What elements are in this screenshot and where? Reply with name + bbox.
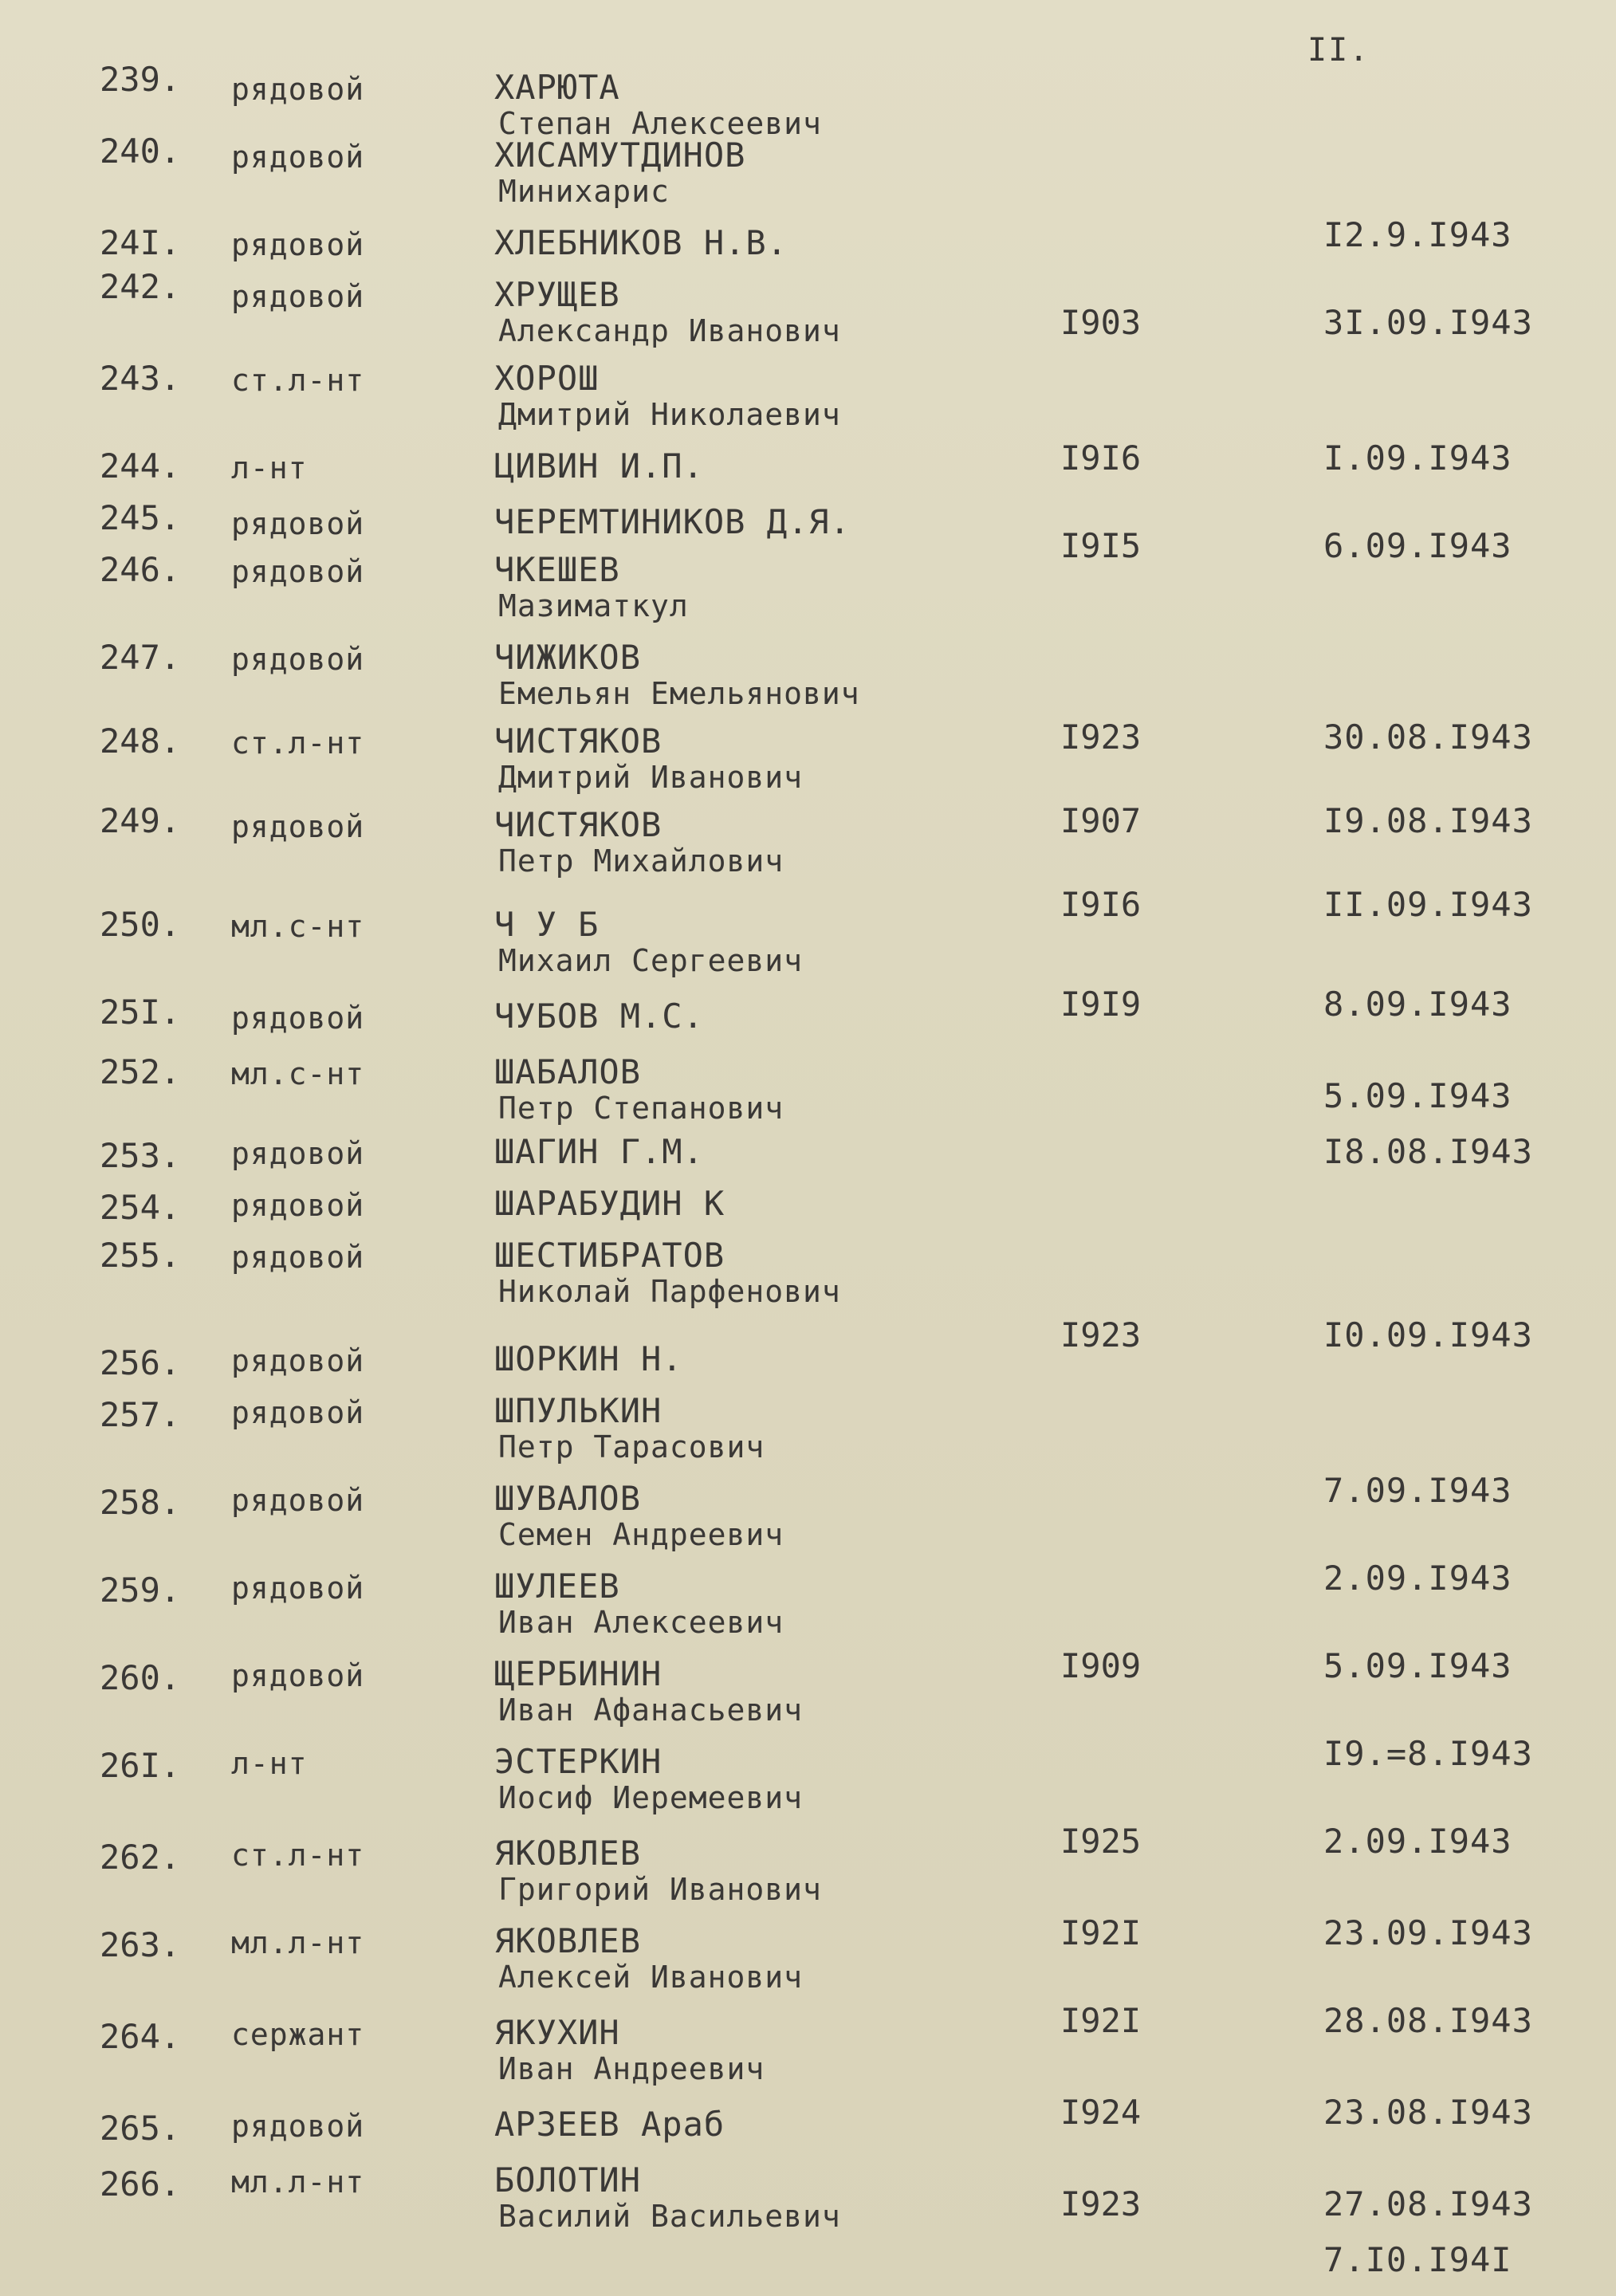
entry-given-name: Дмитрий Николаевич <box>498 397 841 432</box>
entry-rank: рядовой <box>231 1343 365 1378</box>
entry-number: 239. <box>100 60 181 99</box>
entry-number: 244. <box>100 446 181 486</box>
entry-number: 263. <box>100 1925 181 1964</box>
entry-rank: мл.с-нт <box>231 1056 365 1091</box>
entry-surname: ЯКОВЛЕВ <box>494 1921 642 1960</box>
entry-birth-year: I9I6 <box>1060 438 1142 478</box>
entry-surname: ХОРОШ <box>494 359 600 398</box>
entry-surname: ШАРАБУДИН К <box>494 1184 725 1223</box>
entry-date: 5.09.I943 <box>1323 1646 1512 1685</box>
entry-surname: ЧИСТЯКОВ <box>494 721 663 761</box>
entry-rank: рядовой <box>231 1483 365 1518</box>
entry-rank: мл.л-нт <box>231 2164 365 2200</box>
entry-rank: мл.л-нт <box>231 1925 365 1960</box>
entry-given-name: Иван Алексеевич <box>498 1605 784 1640</box>
entry-rank: л-нт <box>231 450 308 486</box>
page-number: II. <box>1307 32 1370 69</box>
list-item <box>0 550 1616 623</box>
entry-date: 3I.09.I943 <box>1323 303 1533 342</box>
entry-date: 7.09.I943 <box>1323 1471 1512 1510</box>
entry-birth-year: I92I <box>1060 2001 1142 2040</box>
entry-number: 26I. <box>100 1746 181 1785</box>
entry-surname: ХЛЕБНИКОВ Н.В. <box>494 223 788 262</box>
list-item <box>0 801 1616 924</box>
entry-rank: ст.л-нт <box>231 363 365 398</box>
entry-rank: рядовой <box>231 227 365 262</box>
list-item <box>0 60 1616 141</box>
entry-given-name: Дмитрий Иванович <box>498 760 804 795</box>
entry-given-name: Мазиматкул <box>498 588 689 623</box>
entry-surname: ЦИВИН И.П. <box>494 446 704 486</box>
entry-surname: ХРУЩЕВ <box>494 275 620 314</box>
entry-date: 2.09.I943 <box>1323 1559 1512 1598</box>
entry-surname: ШЕСТИБРАТОВ <box>494 1236 725 1275</box>
entry-number: 25I. <box>100 993 181 1032</box>
entry-surname: ЧИЖИКОВ <box>494 638 642 677</box>
entry-birth-year: I909 <box>1060 1646 1142 1685</box>
entry-surname: ЧЕРЕМТИНИКОВ Д.Я. <box>494 502 851 541</box>
entry-given-name: Иван Афанасьевич <box>498 1693 804 1728</box>
entry-surname: ШУВАЛОВ <box>494 1479 642 1518</box>
entry-number: 253. <box>100 1136 181 1175</box>
entry-surname: ЧИСТЯКОВ <box>494 805 663 844</box>
entry-number: 245. <box>100 498 181 537</box>
entry-given-name: Иосиф Иеремеевич <box>498 1780 804 1815</box>
entry-surname: БОЛОТИН <box>494 2160 642 2200</box>
entry-surname: ХАРЮТА <box>494 68 620 107</box>
entry-rank: л-нт <box>231 1746 308 1781</box>
entry-rank: ст.л-нт <box>231 725 365 761</box>
entry-number: 254. <box>100 1188 181 1227</box>
entry-date: 5.09.I943 <box>1323 1076 1512 1115</box>
entry-birth-year: I923 <box>1060 1315 1142 1354</box>
entry-surname: ЭСТЕРКИН <box>494 1742 663 1781</box>
entry-rank: рядовой <box>231 642 365 677</box>
entry-birth-year: I924 <box>1060 2093 1142 2132</box>
entry-surname: АРЗЕЕВ Араб <box>494 2105 725 2144</box>
entry-rank: рядовой <box>231 1395 365 1430</box>
entry-date: I8.08.I943 <box>1323 1132 1533 1171</box>
entry-given-name: Петр Михайлович <box>498 843 784 879</box>
entry-number: 266. <box>100 2164 181 2204</box>
entry-given-name: Николай Парфенович <box>498 1274 841 1309</box>
entry-birth-year: I92I <box>1060 1913 1142 1952</box>
entry-number: 257. <box>100 1395 181 1434</box>
entry-number: 247. <box>100 638 181 677</box>
entry-birth-year: I9I9 <box>1060 985 1142 1024</box>
entry-rank: рядовой <box>231 1571 365 1606</box>
entry-number: 262. <box>100 1838 181 1877</box>
entry-rank: рядовой <box>231 72 365 107</box>
list-item <box>0 1184 1616 1232</box>
entry-surname: ЯКУХИН <box>494 2013 620 2052</box>
entry-rank: рядовой <box>231 1658 365 1693</box>
entry-number: 248. <box>100 721 181 761</box>
entry-given-name: Петр Тарасович <box>498 1429 765 1464</box>
entry-number: 259. <box>100 1571 181 1610</box>
entry-number: 256. <box>100 1343 181 1382</box>
entry-given-name: Михаил Сергеевич <box>498 943 804 978</box>
entry-number: 246. <box>100 550 181 589</box>
entry-rank: рядовой <box>231 2109 365 2144</box>
entry-surname: ЯКОВЛЕВ <box>494 1834 642 1873</box>
entry-date: 2.09.I943 <box>1323 1822 1512 1861</box>
entry-date: 30.08.I943 <box>1323 718 1533 757</box>
entry-date: 6.09.I943 <box>1323 526 1512 565</box>
entry-date: 23.08.I943 <box>1323 2093 1533 2132</box>
entry-given-name: Александр Иванович <box>498 313 841 348</box>
entry-given-name: Петр Степанович <box>498 1091 784 1126</box>
entry-surname: Ч У Б <box>494 905 600 944</box>
entry-number: 250. <box>100 905 181 944</box>
entry-rank: ст.л-нт <box>231 1838 365 1873</box>
list-item <box>0 498 1616 550</box>
entry-given-name: Иван Андреевич <box>498 2051 765 2086</box>
entry-rank: сержант <box>231 2017 365 2052</box>
entry-birth-year: I923 <box>1060 718 1142 757</box>
entry-rank: рядовой <box>231 279 365 314</box>
entry-surname: ШАБАЛОВ <box>494 1052 642 1091</box>
entry-number: 240. <box>100 132 181 171</box>
entry-number: 243. <box>100 359 181 398</box>
entry-date: 23.09.I943 <box>1323 1913 1533 1952</box>
entry-surname: ШУЛЕЕВ <box>494 1567 620 1606</box>
entry-number: 258. <box>100 1483 181 1522</box>
entry-date: I.09.I943 <box>1323 438 1512 478</box>
list-item <box>0 1339 1616 1387</box>
entry-surname: ЧКЕШЕВ <box>494 550 620 589</box>
entry-date: 7.I0.I94I <box>1323 2240 1512 2279</box>
entry-date: 28.08.I943 <box>1323 2001 1533 2040</box>
entry-rank: рядовой <box>231 140 365 175</box>
entry-number: 24I. <box>100 223 181 262</box>
entry-given-name: Григорий Иванович <box>498 1872 822 1907</box>
entry-given-name: Минихарис <box>498 174 670 209</box>
entry-surname: ЩЕРБИНИН <box>494 1654 663 1693</box>
entry-rank: рядовой <box>231 506 365 541</box>
entry-surname: ЧУБОВ М.С. <box>494 997 704 1036</box>
entry-rank: рядовой <box>231 1240 365 1275</box>
entry-date: I2.9.I943 <box>1323 215 1512 254</box>
entry-number: 264. <box>100 2017 181 2056</box>
entry-date: II.09.I943 <box>1323 885 1533 924</box>
entry-number: 242. <box>100 267 181 306</box>
entry-date: I0.09.I943 <box>1323 1315 1533 1354</box>
entry-number: 249. <box>100 801 181 840</box>
entry-number: 252. <box>100 1052 181 1091</box>
list-item <box>0 2160 1616 2279</box>
entry-birth-year: I907 <box>1060 801 1142 840</box>
entry-date: I9.=8.I943 <box>1323 1734 1533 1773</box>
entry-number: 260. <box>100 1658 181 1697</box>
entry-surname: ХИСАМУТДИНОВ <box>494 136 746 175</box>
entry-surname: ШАГИН Г.М. <box>494 1132 704 1171</box>
entry-rank: рядовой <box>231 1188 365 1223</box>
entry-given-name: Алексей Иванович <box>498 1960 804 1995</box>
entry-rank: рядовой <box>231 554 365 589</box>
entry-surname: ШПУЛЬКИН <box>494 1391 663 1430</box>
entry-rank: рядовой <box>231 809 365 844</box>
entry-date: 27.08.I943 <box>1323 2184 1533 2223</box>
entry-given-name: Степан Алексеевич <box>498 106 822 141</box>
entry-rank: мл.с-нт <box>231 909 365 944</box>
entry-birth-year: I903 <box>1060 303 1142 342</box>
entry-birth-year: I925 <box>1060 1822 1142 1861</box>
entry-given-name: Семен Андреевич <box>498 1517 784 1552</box>
entry-rank: рядовой <box>231 1136 365 1171</box>
entry-number: 255. <box>100 1236 181 1275</box>
list-item <box>0 1132 1616 1180</box>
entry-date: 8.09.I943 <box>1323 985 1512 1024</box>
entry-birth-year: I923 <box>1060 2184 1142 2223</box>
entry-surname: ШОРКИН Н. <box>494 1339 683 1378</box>
entry-given-name: Емельян Емельянович <box>498 676 860 711</box>
list-item <box>0 1236 1616 1354</box>
list-item <box>0 267 1616 348</box>
entry-given-name: Василий Васильевич <box>498 2199 841 2234</box>
entry-birth-year: I9I5 <box>1060 526 1142 565</box>
entry-birth-year: I9I6 <box>1060 885 1142 924</box>
entry-date: I9.08.I943 <box>1323 801 1533 840</box>
entry-number: 265. <box>100 2109 181 2148</box>
entry-rank: рядовой <box>231 1001 365 1036</box>
